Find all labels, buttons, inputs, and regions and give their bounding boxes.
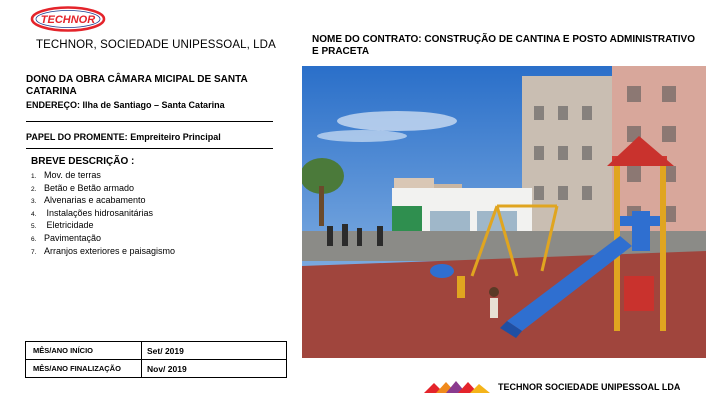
address-label: ENDEREÇO:: [26, 100, 81, 110]
owner-label: DONO DA OBRA: [26, 74, 105, 85]
project-photo: [302, 66, 706, 358]
technor-logo: [30, 6, 106, 32]
divider: [26, 121, 273, 122]
project-owner: [26, 74, 276, 97]
description-title: BREVE DESCRIÇÃO :: [31, 156, 135, 167]
divider: [26, 148, 273, 149]
list-item: 1. Mov. de terras: [31, 170, 101, 180]
address-value: Ilha de Santiago – Santa Catarina: [82, 100, 225, 110]
description-list: [31, 170, 175, 258]
role-value: Empreiteiro Principal: [130, 132, 221, 142]
table-row: [26, 342, 287, 360]
logo-text: TECHNOR: [40, 14, 96, 26]
mountains-icon: [424, 379, 490, 393]
list-item: 4. Instalações hidrosanitárias: [31, 207, 154, 218]
promoter-role: [26, 132, 221, 142]
footer-company-name: TECHNOR SOCIEDADE UNIPESSOAL LDA: [498, 382, 681, 392]
table-row: [26, 360, 287, 378]
end-value: Nov/ 2019: [142, 360, 287, 378]
company-name: TECHNOR, SOCIEDADE UNIPESSOAL, LDA: [36, 39, 276, 51]
role-label: PAPEL DO PROMENTE:: [26, 132, 128, 142]
list-item: 3. Alvenarias e acabamento: [31, 195, 146, 206]
list-item: 5. Eletricidade: [31, 220, 94, 231]
list-item: 7. Arranjos exteriores e paisagismo: [31, 245, 176, 256]
list-item: 6. Pavimentação: [31, 232, 102, 243]
dates-table: [25, 341, 287, 378]
owner-value: CÂMARA MICIPAL DE SANTA CATARINA: [26, 74, 248, 97]
end-label: MÊS/ANO FINALIZAÇÃO: [26, 360, 142, 378]
contract-value: CONSTRUÇÃO DE CANTINA E POSTO ADMINISTRATIVO E PRACETA: [312, 34, 695, 57]
address: [26, 100, 225, 110]
start-value: Set/ 2019: [142, 342, 287, 360]
contract-name: [312, 34, 702, 58]
contract-label: NOME DO CONTRATO:: [312, 34, 422, 45]
start-label: MÊS/ANO INÍCIO: [26, 342, 142, 360]
list-item: 2. Betão e Betão armado: [31, 182, 135, 193]
